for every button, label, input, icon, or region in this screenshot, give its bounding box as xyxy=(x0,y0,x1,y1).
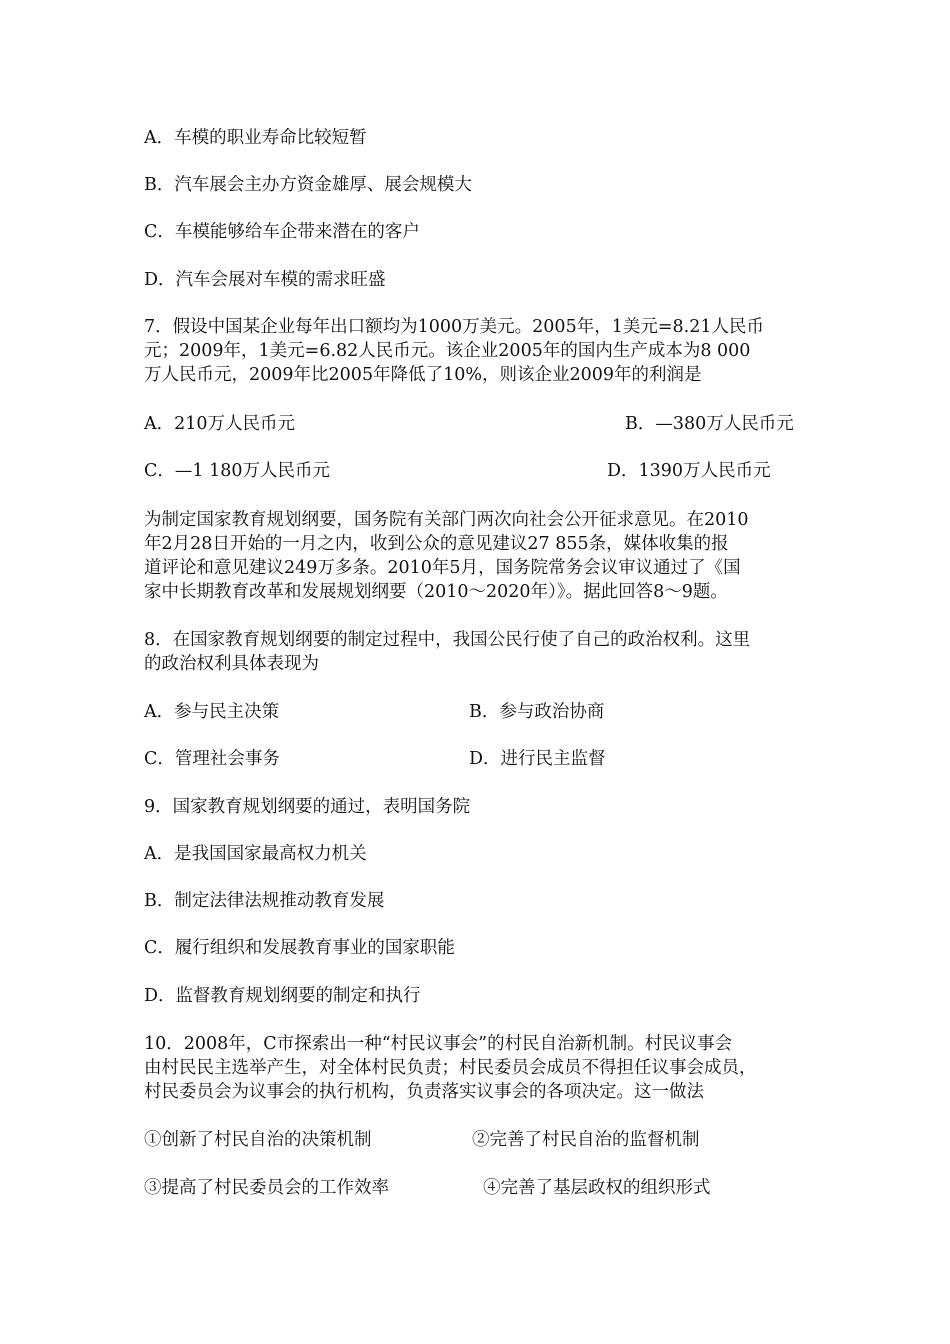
q10-statement-1: ①创新了村民自治的决策机制 xyxy=(144,1130,372,1150)
q8-stem-line: 8．在国家教育规划纲要的制定过程中，我国公民行使了自己的政治权利。这里 xyxy=(144,630,751,650)
q6-option-d: D．汽车会展对车模的需求旺盛 xyxy=(144,270,386,290)
q10-stem-line: 村民委员会为议事会的执行机构，负责落实议事会的各项决定。这一做法 xyxy=(144,1082,704,1102)
q7-option-c: C．—1 180万人民币元 xyxy=(144,461,330,481)
q7-option-a: A．210万人民币元 xyxy=(144,414,296,434)
q10-stem-line: 由村民民主选举产生，对全体村民负责；村民委员会成员不得担任议事会成员， xyxy=(144,1058,757,1078)
q6-option-c: C．车模能够给车企带来潜在的客户 xyxy=(144,222,420,242)
q8-stem-line: 的政治权利具体表现为 xyxy=(144,654,319,674)
q7-stem-line: 7．假设中国某企业每年出口额均为1000万美元。2005年，1美元=8.21人民币 xyxy=(144,317,764,337)
q9-option-a: A．是我国国家最高权力机关 xyxy=(144,844,367,864)
q7-option-b: B．—380万人民币元 xyxy=(625,414,794,434)
q9-option-b: B．制定法律法规推动教育发展 xyxy=(144,891,385,911)
passage-line: 道评论和意见建议249万多条。2010年5月，国务院常务会议审议通过了《国 xyxy=(144,558,741,578)
q10-statement-2: ②完善了村民自治的监督机制 xyxy=(472,1130,700,1150)
q8-option-a: A．参与民主决策 xyxy=(144,702,280,722)
q10-stem-line: 10．2008年，C市探索出一种“村民议事会”的村民自治新机制。村民议事会 xyxy=(144,1034,733,1054)
q7-stem-line: 元；2009年，1美元=6.82人民币元。该企业2005年的国内生产成本为8 000 xyxy=(144,341,751,361)
q7-option-d: D．1390万人民币元 xyxy=(607,461,771,481)
q8-option-c: C．管理社会事务 xyxy=(144,749,280,769)
q8-option-d: D．进行民主监督 xyxy=(469,749,606,769)
passage-line: 家中长期教育改革和发展规划纲要（2010～2020年）》。据此回答8～9题。 xyxy=(144,582,728,602)
q9-stem: 9．国家教育规划纲要的通过，表明国务院 xyxy=(144,797,471,817)
q6-option-a: A．车模的职业寿命比较短暂 xyxy=(144,128,367,148)
q8-option-b: B．参与政治协商 xyxy=(469,702,605,722)
q7-stem-line: 万人民币元，2009年比2005年降低了10%，则该企业2009年的利润是 xyxy=(144,365,702,385)
q9-option-c: C．履行组织和发展教育事业的国家职能 xyxy=(144,938,455,958)
q10-statement-4: ④完善了基层政权的组织形式 xyxy=(483,1178,711,1198)
passage-line: 为制定国家教育规划纲要，国务院有关部门两次向社会公开征求意见。在2010 xyxy=(144,510,749,530)
q10-statement-3: ③提高了村民委员会的工作效率 xyxy=(144,1178,389,1198)
q9-option-d: D．监督教育规划纲要的制定和执行 xyxy=(144,986,421,1006)
q6-option-b: B．汽车展会主办方资金雄厚、展会规模大 xyxy=(144,175,472,195)
passage-line: 年2月28日开始的一月之内，收到公众的意见建议27 855条，媒体收集的报 xyxy=(144,534,729,554)
